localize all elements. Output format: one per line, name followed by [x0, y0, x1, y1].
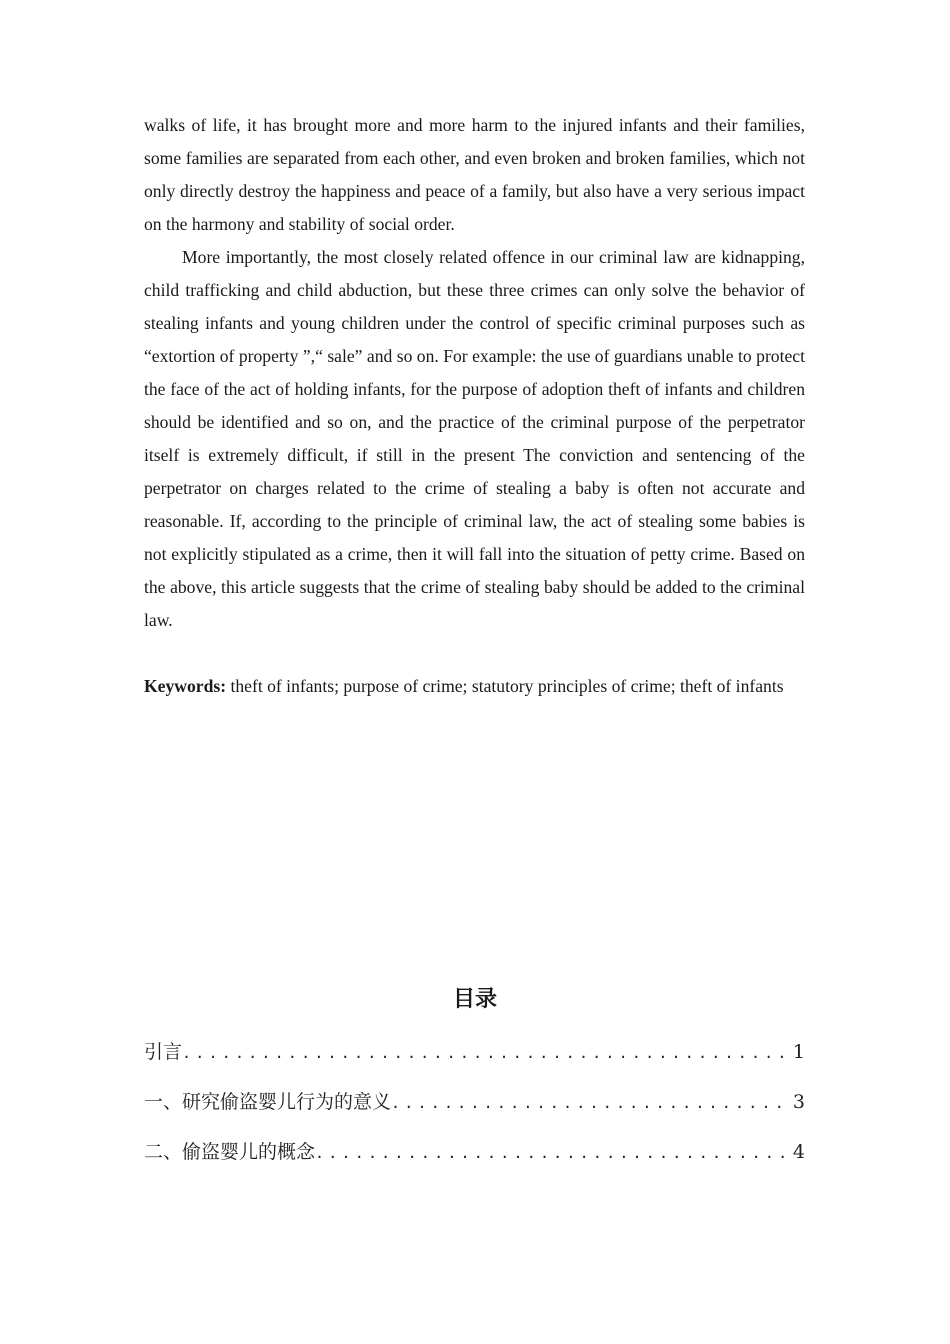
toc-entry-intro[interactable]	[144, 1035, 805, 1085]
toc-entry-significance[interactable]	[144, 1085, 805, 1135]
toc-dot-leader	[315, 1136, 791, 1170]
keywords-label: Keywords:	[144, 676, 227, 696]
keywords-text: theft of infants; purpose of crime; statutory principles of crime; theft of infants	[226, 676, 784, 696]
toc-dot-leader	[182, 1036, 791, 1070]
toc-title: 目录	[452, 987, 497, 1012]
toc-entry-label: 二、偷盗婴儿的概念	[144, 1141, 316, 1163]
toc-page-number: 1	[792, 1041, 805, 1063]
table-of-contents	[144, 1035, 805, 1185]
abstract-section	[144, 109, 805, 703]
toc-page-number: 4	[792, 1141, 805, 1163]
keywords-line	[144, 670, 805, 703]
toc-dot-leader	[391, 1086, 791, 1120]
toc-entry-concept[interactable]	[144, 1135, 805, 1185]
toc-page-number: 3	[792, 1091, 805, 1113]
toc-entry-label: 一、研究偷盗婴儿行为的意义	[144, 1091, 392, 1113]
abstract-paragraph: More importantly, the most closely related offence in our criminal law are kidnapping, child trafficking and child abduction, but these three crimes can only solve the behavior of stealing infants and young children under the control of specific criminal purposes such as “extortion of property ”,“ sale” and so on. For example: the use of guardians unable to protect the face of the act of holding infants, for the purpose of adoption theft of infants and children should be identified and so on, and the practice of the criminal purpose of the perpetrator itself is extremely difficult, if still in the present The conviction and sentencing of the perpetrator on charges related to the crime of stealing a baby is often not accurate and reasonable. If, according to the principle of criminal law, the act of stealing some babies is not explicitly stipulated as a crime, then it will fall into the situation of petty crime. Based on the above, this article suggests that the crime of stealing baby should be added to the criminal law.	[144, 247, 805, 630]
abstract-paragraph-continuation: walks of life, it has brought more and more harm to the injured infants and their families, some families are separated from each other, and even broken and broken families, which not only directly destroy the happiness and peace of a family, but also have a very serious impact on the harmony and stability of social order.	[144, 115, 805, 234]
toc-entry-label: 引言	[144, 1041, 183, 1063]
